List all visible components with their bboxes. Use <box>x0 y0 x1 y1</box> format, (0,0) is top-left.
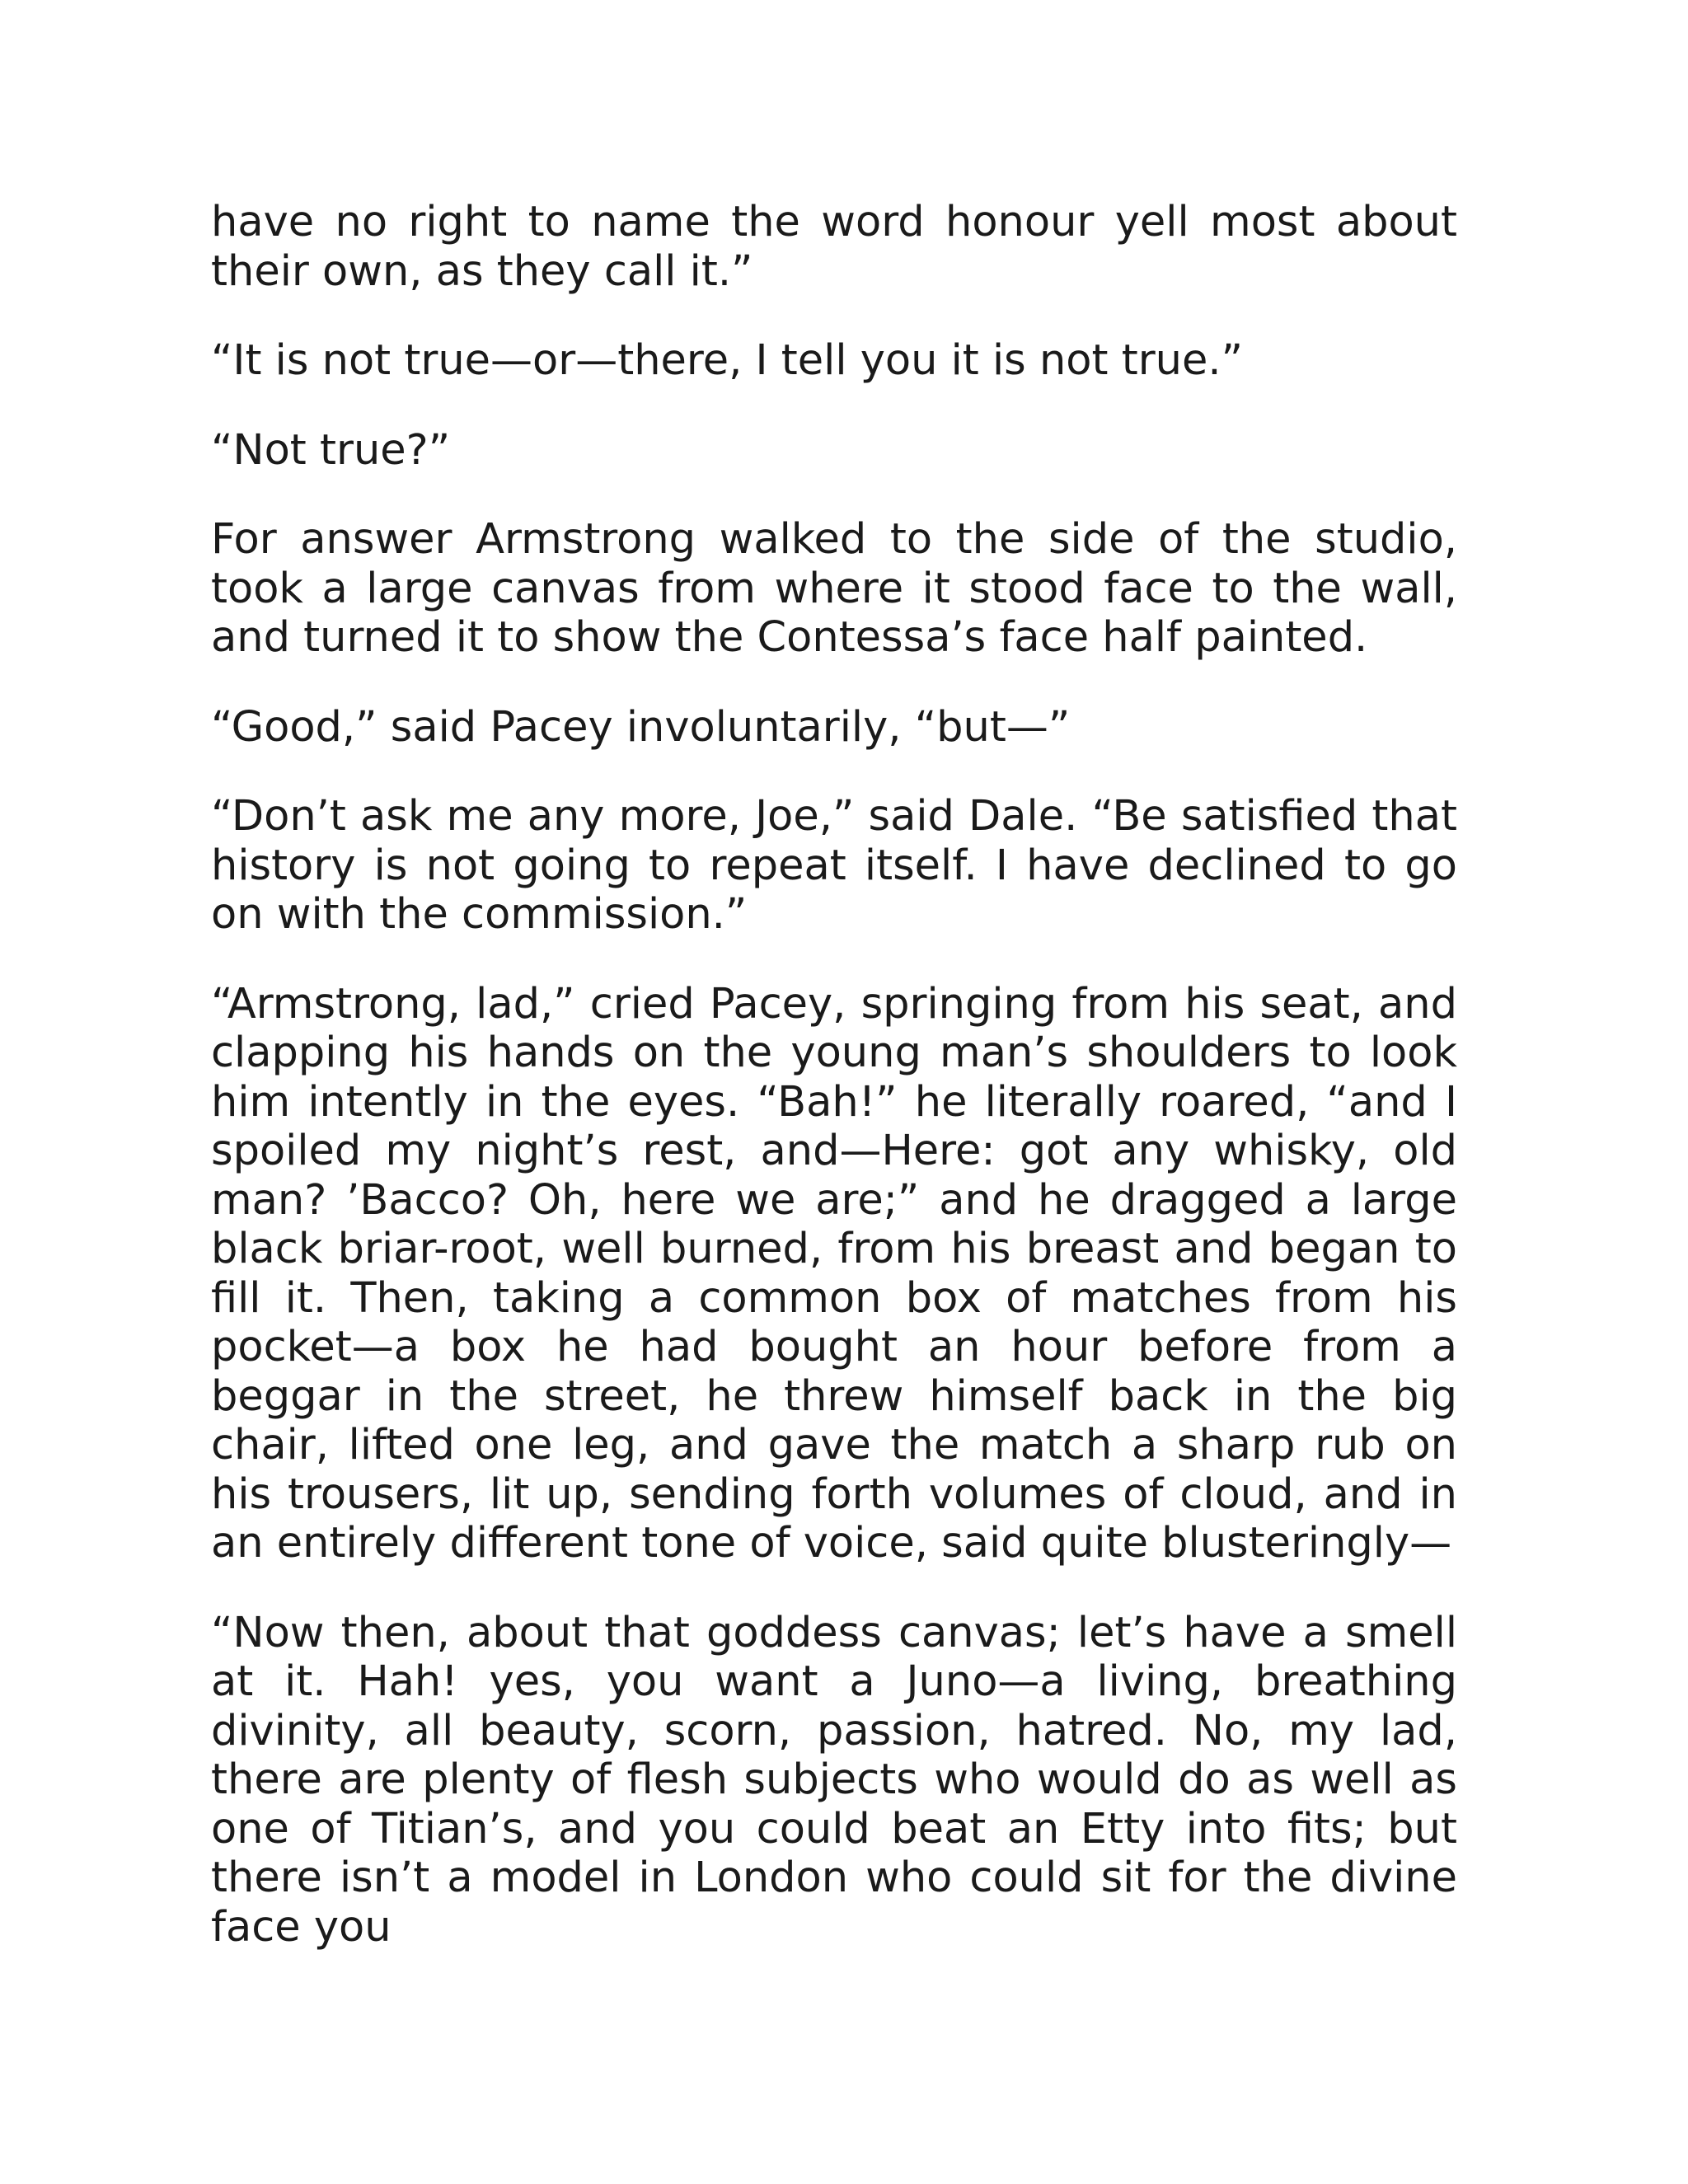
paragraph-5: “Good,” said Pacey involuntarily, “but—” <box>211 702 1071 752</box>
paragraph-4: For answer Armstrong walked to the side of the studio, took a large canvas from where it stood face to the wall, and turned it to show the Contessa’s face half painted. <box>211 515 1457 662</box>
paragraph-1: have no right to name the word honour yell most about their own, as they call it.” <box>211 198 1457 296</box>
paragraph-8: “Now then, about that goddess canvas; let’s have a smell at it. Hah! yes, you want a Juno—a living, breathing divinity, all beauty, scorn, passion, hatred. No, my lad, there are plenty of flesh subjects who would do as well as one of Titian’s, and you could beat an Etty into fits; but there isn’t a model in London who could sit for the divine face you <box>211 1608 1457 1952</box>
paragraph-7: “Armstrong, lad,” cried Pacey, springing from his seat, and clapping his hands on the young man’s shoulders to look him intently in the eyes. “Bah!” he literally roared, “and I spoiled my night’s rest, and—Here: got any whisky, old man? ’Bacco? Oh, here we are;” and he dragged a large black briar-root, well burned, from his breast and began to fill it. Then, taking a common box of matches from his pocket—a box he had bought an hour before from a beggar in the street, he threw himself back in the big chair, lifted one leg, and gave the match a sharp rub on his trousers, lit up, sending forth volumes of cloud, and in an entirely different tone of voice, said quite blusteringly— <box>211 979 1457 1568</box>
page-body <box>211 198 1457 1952</box>
paragraph-6: “Don’t ask me any more, Joe,” said Dale. “Be satisfied that history is not going to repeat itself. I have declined to go on with the commission.” <box>211 792 1457 939</box>
paragraph-3: “Not true?” <box>211 425 451 475</box>
paragraph-2: “It is not true—or—there, I tell you it is not true.” <box>211 336 1243 385</box>
